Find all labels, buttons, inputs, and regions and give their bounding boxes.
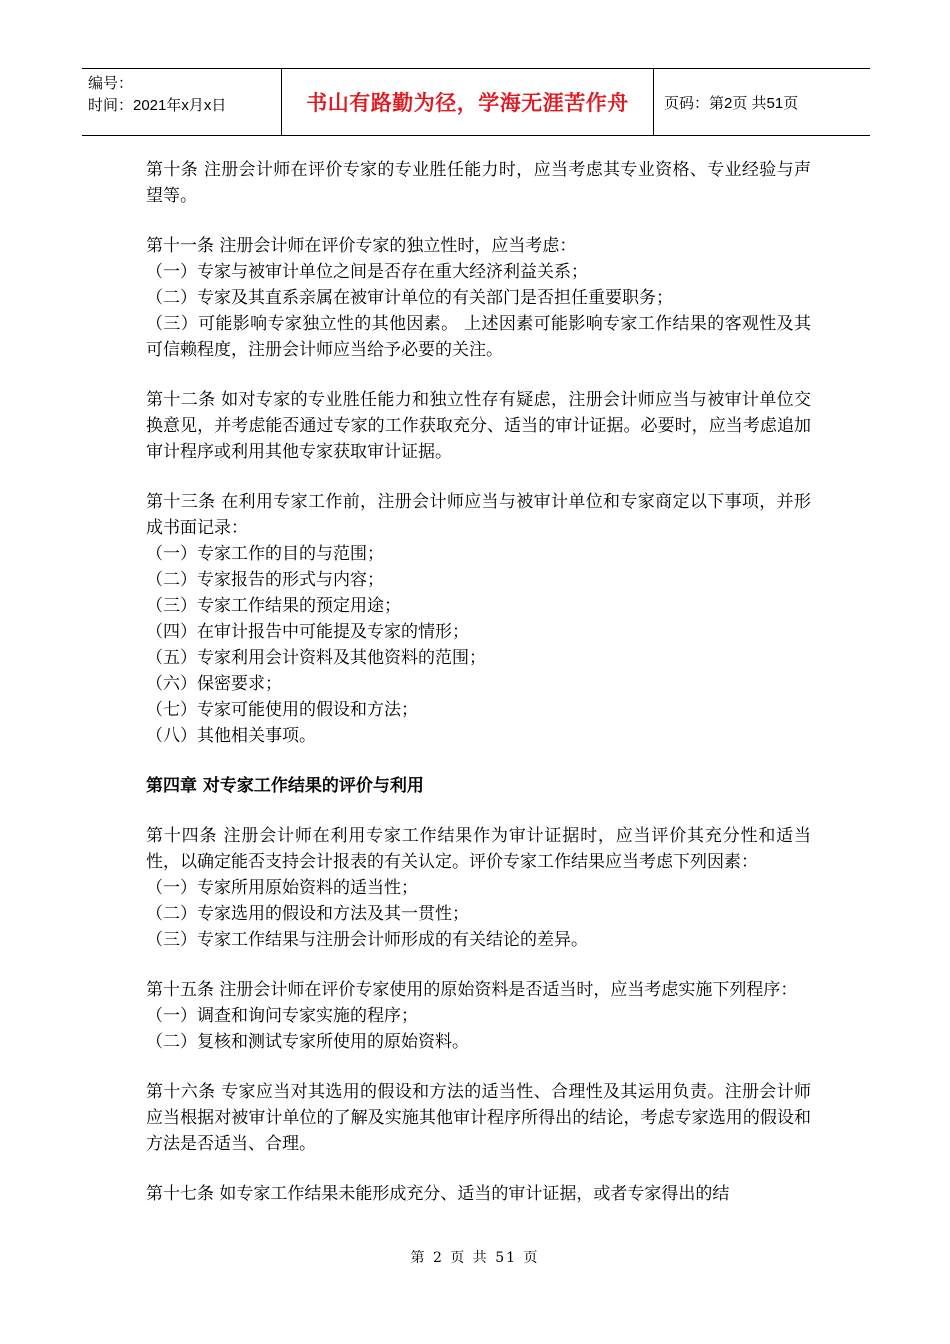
header-meta bbox=[82, 69, 282, 135]
article-16: 第十六条 专家应当对其选用的假设和方法的适当性、合理性及其运用负责。注册会计师应当根据对被审计单位的了解及实施其他审计程序所得出的结论，考虑专家选用的假设和方法是否适当、合理。 bbox=[146, 1082, 811, 1154]
article-17: 第十七条 如专家工作结果未能形成充分、适当的审计证据，或者专家得出的结 bbox=[146, 1184, 730, 1204]
article-15-item: （一）调查和询问专家实施的程序； bbox=[146, 1006, 418, 1026]
article-13-intro: 第十三条 在利用专家工作前，注册会计师应当与被审计单位和专家商定以下事项，并形成书面记录： bbox=[146, 492, 811, 538]
page-header bbox=[82, 68, 870, 136]
article-13-item: （一）专家工作的目的与范围； bbox=[146, 544, 384, 564]
article-15-item: （二）复核和测试专家所使用的原始资料。 bbox=[146, 1032, 469, 1052]
article-13-item: （三）专家工作结果的预定用途； bbox=[146, 596, 401, 616]
article-10: 第十条 注册会计师在评价专家的专业胜任能力时，应当考虑其专业资格、专业经验与声望等。 bbox=[146, 160, 811, 206]
article-13-item: （八）其他相关事项。 bbox=[146, 726, 316, 746]
chapter-heading: 第四章 对专家工作结果的评价与利用 bbox=[146, 776, 424, 796]
article-11-intro: 第十一条 注册会计师在评价专家的独立性时，应当考虑： bbox=[146, 236, 577, 256]
document-number-label: 编号： bbox=[88, 75, 134, 92]
page-footer: 第 2 页 共 51 页 bbox=[410, 1250, 540, 1266]
article-11-item: （一）专家与被审计单位之间是否存在重大经济利益关系； bbox=[146, 262, 588, 282]
article-15-intro: 第十五条 注册会计师在评价专家使用的原始资料是否适当时，应当考虑实施下列程序： bbox=[146, 980, 798, 1000]
article-14-item: （三）专家工作结果与注册会计师形成的有关结论的差异。 bbox=[146, 930, 588, 950]
article-13-item: （四）在审计报告中可能提及专家的情形； bbox=[146, 622, 469, 642]
article-14-item: （二）专家选用的假设和方法及其一贯性； bbox=[146, 904, 469, 924]
article-11-item: （三）可能影响专家独立性的其他因素。 上述因素可能影响专家工作结果的客观性及其可信赖程度，注册会计师应当给予必要的关注。 bbox=[146, 314, 811, 360]
document-date: 时间：2021年x月x日 bbox=[88, 97, 227, 114]
header-motto: 书山有路勤为径，学海无涯苦作舟 bbox=[282, 69, 654, 135]
article-13-item: （六）保密要求； bbox=[146, 674, 282, 694]
article-13-item: （五）专家利用会计资料及其他资料的范围； bbox=[146, 648, 486, 668]
article-13-item: （二）专家报告的形式与内容； bbox=[146, 570, 384, 590]
article-12: 第十二条 如对专家的专业胜任能力和独立性存有疑虑，注册会计师应当与被审计单位交换意见，并考虑能否通过专家的工作获取充分、适当的审计证据。必要时，应当考虑追加审计程序或利用其他专家获取审计证据。 bbox=[146, 390, 811, 462]
article-14-intro: 第十四条 注册会计师在利用专家工作结果作为审计证据时，应当评价其充分性和适当性，以确定能否支持会计报表的有关认定。评价专家工作结果应当考虑下列因素： bbox=[146, 826, 811, 872]
article-14-item: （一）专家所用原始资料的适当性； bbox=[146, 878, 418, 898]
document-body bbox=[146, 157, 811, 1207]
article-11-item: （二）专家及其直系亲属在被审计单位的有关部门是否担任重要职务； bbox=[146, 288, 673, 308]
article-13-item: （七）专家可能使用的假设和方法； bbox=[146, 700, 418, 720]
header-page-code: 页码：第2页 共51页 bbox=[664, 94, 799, 112]
